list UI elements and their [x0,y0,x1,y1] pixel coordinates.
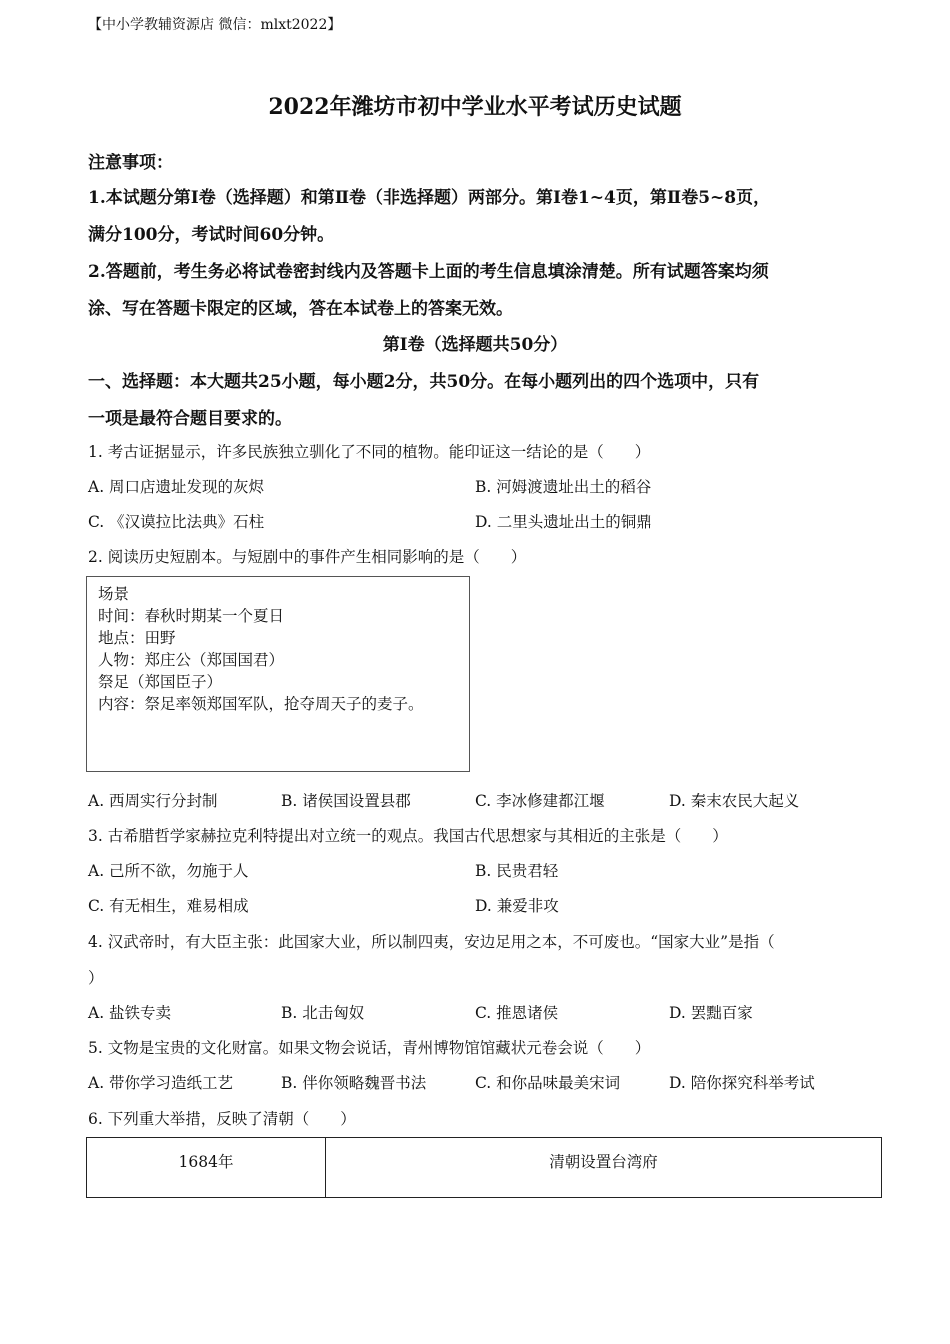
question-5-option-c: C. 和你品味最美宋词 [475,1074,621,1092]
table-cell-event: 清朝设置台湾府 [326,1138,882,1198]
question-4-option-b: B. 北击匈奴 [281,1004,365,1022]
question-3-option-a: A. 己所不欲，勿施于人 [88,862,249,880]
question-3-option-d: D. 兼爱非攻 [475,897,559,915]
question-5-option-d: D. 陪你探究科举考试 [669,1074,815,1092]
script-line: 时间：春秋时期某一个夏日 [98,607,285,625]
question-4-option-d: D. 罢黜百家 [669,1004,753,1022]
question-4-stem-cont: ） [88,969,104,987]
question-2-stem: 2. 阅读历史短剧本。与短剧中的事件产生相同影响的是（ ） [88,548,527,566]
notice-line: 满分100分，考试时间60分钟。 [88,225,335,245]
script-line: 场景 [98,585,130,603]
question-3-stem: 3. 古希腊哲学家赫拉克利特提出对立统一的观点。我国古代思想家与其相近的主张是（ ） [88,827,728,845]
part-one-instruction: 一、选择题：本大题共25小题，每小题2分，共50分。在每小题列出的四个选项中，只有 [88,372,760,392]
script-line: 内容：祭足率领郑国军队，抢夺周天子的麦子。 [98,695,424,713]
question-1-stem: 1. 考古证据显示，许多民族独立驯化了不同的植物。能印证这一结论的是（ ） [88,443,651,461]
notice-heading: 注意事项： [88,153,173,173]
part-one-instruction: 一项是最符合题目要求的。 [88,409,292,429]
script-line: 地点：田野 [98,629,176,647]
script-line: 人物：郑庄公（郑国国君） [98,651,285,669]
question-2-option-b: B. 诸侯国设置县郡 [281,792,411,810]
header-note: 【中小学教辅资源店 微信：mlxt2022】 [88,17,342,33]
question-4-option-a: A. 盐铁专卖 [88,1004,172,1022]
question-2-script-box [86,576,470,772]
question-5-option-a: A. 带你学习造纸工艺 [88,1074,234,1092]
question-5-option-b: B. 伴你领略魏晋书法 [281,1074,427,1092]
question-2-option-d: D. 秦末农民大起义 [669,792,800,810]
table-row [87,1138,882,1198]
notice-line: 涂、写在答题卡限定的区域，答在本试卷上的答案无效。 [88,299,513,319]
question-2-option-a: A. 西周实行分封制 [88,792,218,810]
question-1-option-d: D. 二里头遗址出土的铜鼎 [475,513,652,531]
question-6-stem: 6. 下列重大举措，反映了清朝（ ） [88,1110,356,1128]
question-3-option-b: B. 民贵君轻 [475,862,559,880]
question-3-option-c: C. 有无相生，难易相成 [88,897,249,915]
question-5-stem: 5. 文物是宝贵的文化财富。如果文物会说话，青州博物馆馆藏状元卷会说（ ） [88,1039,651,1057]
question-4-option-c: C. 推恩诸侯 [475,1004,559,1022]
section-title: 第Ⅰ卷（选择题共50分） [382,335,568,355]
script-line: 祭足（郑国臣子） [98,673,223,691]
notice-line: 2.答题前，考生务必将试卷密封线内及答题卡上面的考生信息填涂清楚。所有试题答案均须 [88,262,769,282]
question-1-option-b: B. 河姆渡遗址出土的稻谷 [475,478,652,496]
question-6-table [86,1137,882,1198]
question-4-stem: 4. 汉武帝时，有大臣主张：此国家大业，所以制四夷，安边足用之本，不可废也。“国家大业”是指（ [88,933,775,951]
question-1-option-a: A. 周口店遗址发现的灰烬 [88,478,265,496]
page-title: 2022年潍坊市初中学业水平考试历史试题 [268,94,682,120]
notice-line: 1.本试题分第Ⅰ卷（选择题）和第Ⅱ卷（非选择题）两部分。第Ⅰ卷1~4页，第Ⅱ卷5~8页， [88,188,771,208]
question-1-option-c: C. 《汉谟拉比法典》石柱 [88,513,265,531]
table-cell-year: 1684年 [87,1138,326,1198]
question-2-option-c: C. 李冰修建都江堰 [475,792,605,810]
